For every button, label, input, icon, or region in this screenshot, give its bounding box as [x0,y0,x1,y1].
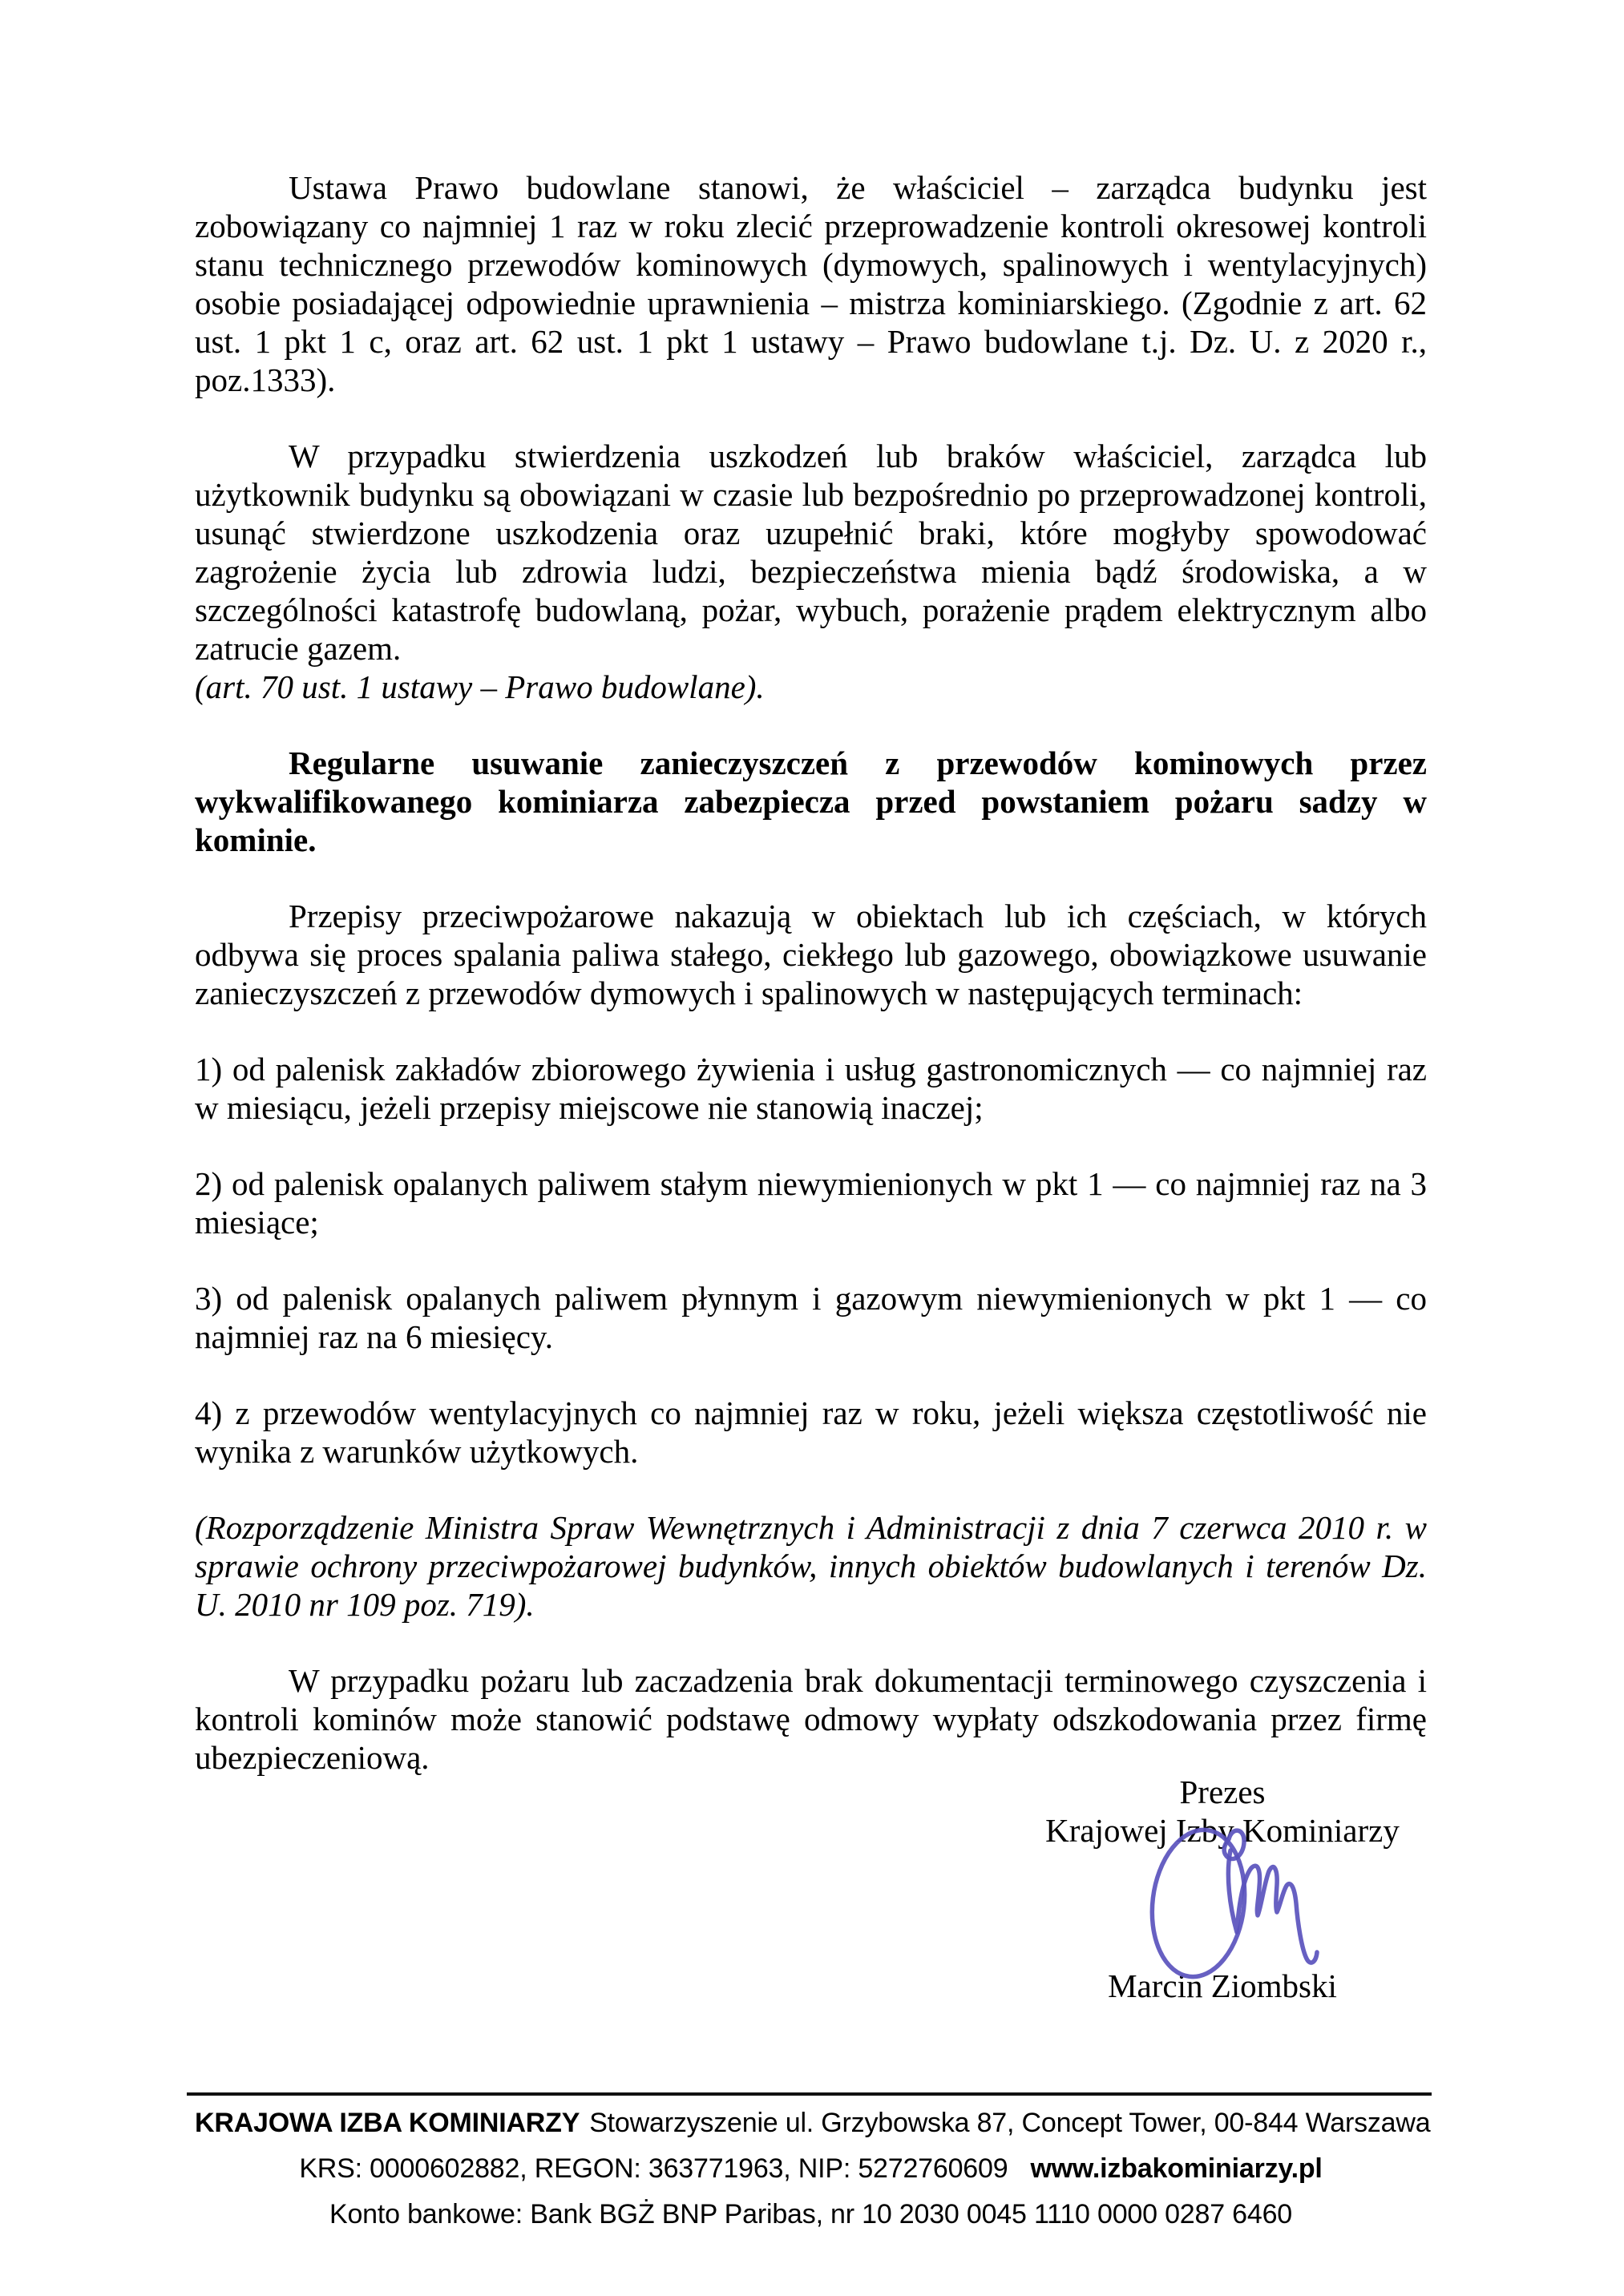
list-item-4: 4) z przewodów wentylacyjnych co najmniej raz w roku, jeżeli większa częstotliwość nie wynika z warunków użytkowych. [195,1394,1427,1470]
list-item-3: 3) od palenisk opalanych paliwem płynnym i gazowym niewymienionych w pkt 1 — co najmniej raz na 6 miesięcy. [195,1280,1427,1355]
footer-organization-line [195,2100,1431,2146]
footer-registry-line [195,2146,1427,2192]
signature-block [982,1773,1463,2005]
paragraph-insurance-warning: W przypadku pożaru lub zaczadzenia brak dokumentacji terminowego czyszczenia i kontroli kominów może stanowić podstawę odmowy wypłaty odszkodowania przez firmę ubezpieczeniową. [195,1662,1427,1776]
list-item-1: 1) od palenisk zakładów zbiorowego żywienia i usług gastronomicznych — co najmniej raz w miesiącu, jeżeli przepisy miejscowe nie stanowią inaczej; [195,1051,1427,1126]
paragraph-key-statement: Regularne usuwanie zanieczyszczeń z przewodów kominowych przez wykwalifikowanego kominiarza zabezpiecza przed powstaniem pożaru sadzy w kominie. [195,744,1427,858]
list-item-2: 2) od palenisk opalanych paliwem stałym niewymienionych w pkt 1 — co najmniej raz na 3 miesiące; [195,1165,1427,1241]
legal-reference-art62: (Zgodnie z art. 62 ust. 1 pkt 1 c, oraz art. 62 ust. 1 pkt 1 ustawy – Prawo budowlane t.j. Dz. U. z 2020 r., poz.1333). [195,284,1427,398]
paragraph-legal-basis-text: Ustawa Prawo budowlane stanowi, że właściciel – zarządca budynku jest zobowiązany co najmniej 1 raz w roku zlecić przeprowadzenie kontroli okresowej kontroli stanu technicznego przewodów kominowych (dymowych, spalinowych i wentylacyjnych) osobie posiadającej odpowiednie uprawnienia – mistrza kominiarskiego. [195,169,1427,321]
legal-reference-regulation-2010: (Rozporządzenie Ministra Spraw Wewnętrznych i Administracji z dnia 7 czerwca 2010 r. w sprawie ochrony przeciwpożarowej budynków, innych obiektów budowlanych i terenów Dz. U. 2010 nr 109 poz. 719). [195,1509,1427,1623]
letter-body [195,168,1427,1777]
paragraph-fire-regulations-intro: Przepisy przeciwpożarowe nakazują w obiektach lub ich częściach, w których odbywa się proces spalania paliwa stałego, ciekłego lub gazowego, obowiązkowe usuwanie zanieczyszczeń z przewodów dymowych i spalinowych w następujących terminach: [195,898,1427,1011]
paragraph-repair-obligation: W przypadku stwierdzenia uszkodzeń lub braków właściciel, zarządca lub użytkownik budynku są obowiązani w czasie lub bezpośrednio po przeprowadzonej kontroli, usunąć stwierdzone uszkodzenia oraz uzupełnić braki, które mogłyby spowodować zagrożenie życia lub zdrowia ludzi, bezpieczeństwa mienia bądź środowiska, a w szczególności katastrofę budowlaną, pożar, wybuch, porażenie prądem elektrycznym albo zatrucie gazem. [195,438,1427,667]
page-footer [195,2100,1431,2237]
footer-website: www.izbakominiarzy.pl [1030,2153,1323,2184]
signature-title: Prezes [1179,1773,1266,1810]
signature-organization: Krajowej Izby Kominiarzy [1045,1812,1400,1849]
signature-spacer [982,1850,1463,1967]
legal-reference-art70: (art. 70 ust. 1 ustawy – Prawo budowlane). [195,668,765,705]
footer-org-name: KRAJOWA IZBA KOMINIARZY [195,2108,580,2138]
paragraph-legal-basis [195,168,1427,399]
footer-bank-line: Konto bankowe: Bank BGŻ BNP Paribas, nr 10 2030 0045 1110 0000 0287 6460 [329,2199,1293,2229]
footer-registry-numbers: KRS: 0000602882, REGON: 363771963, NIP: 5272760609 [299,2153,1008,2184]
signatory-name: Marcin Ziombski [1108,1967,1337,2004]
footer-divider [187,2092,1432,2096]
footer-org-address: Stowarzyszenie ul. Grzybowska 87, Concept Tower, 00-844 Warszawa [589,2108,1431,2138]
